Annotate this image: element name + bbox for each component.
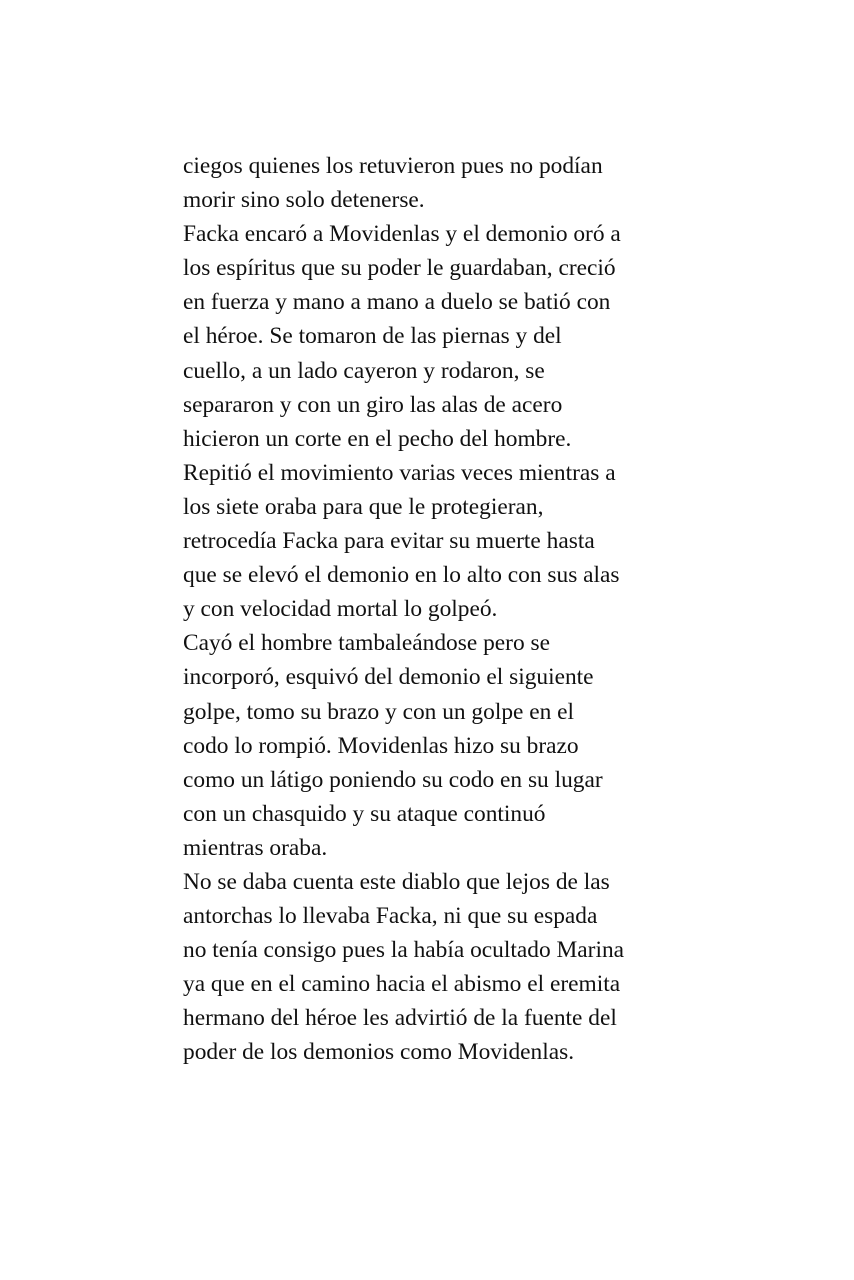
body-text	[183, 149, 683, 1070]
text-line: el héroe. Se tomaron de las piernas y del	[183, 323, 562, 350]
text-line: golpe, tomo su brazo y con un golpe en el	[183, 698, 575, 725]
text-line: y con velocidad mortal lo golpeó.	[183, 596, 498, 623]
text-line: incorporó, esquivó del demonio el siguiente	[183, 664, 594, 691]
text-line: ya que en el camino hacia el abismo el eremita	[183, 971, 621, 998]
text-line: separaron y con un giro las alas de acero	[183, 391, 563, 418]
text-line: hermano del héroe les advirtió de la fuente del	[183, 1005, 617, 1032]
text-line: los siete oraba para que le protegieran,	[183, 493, 544, 520]
text-line: ciegos quienes los retuvieron pues no podían	[183, 153, 603, 179]
text-line: morir sino solo detenerse.	[183, 187, 425, 214]
text-line: como un látigo poniendo su codo en su lugar	[183, 766, 603, 793]
text-line: No se daba cuenta este diablo que lejos de las	[183, 868, 610, 895]
text-line: antorchas lo llevaba Facka, ni que su espada	[183, 903, 598, 930]
text-line: los espíritus que su poder le guardaban, creció	[183, 255, 616, 282]
text-line: Facka encaró a Movidenlas y el demonio oró a	[183, 221, 621, 248]
text-line: codo lo rompió. Movidenlas hizo su brazo	[183, 732, 579, 759]
text-line: Repitió el movimiento varias veces mientras a	[183, 459, 616, 486]
text-line: poder de los demonios como Movidenlas.	[183, 1039, 575, 1066]
text-line: hicieron un corte en el pecho del hombre.	[183, 425, 572, 452]
text-line: mientras oraba.	[183, 834, 328, 861]
text-line: que se elevó el demonio en lo alto con sus alas	[183, 562, 620, 589]
text-line: no tenía consigo pues la había ocultado Marina	[183, 937, 625, 964]
text-line: en fuerza y mano a mano a duelo se batió con	[183, 289, 611, 316]
text-line: Cayó el hombre tambaleándose pero se	[183, 630, 550, 657]
text-line: cuello, a un lado cayeron y rodaron, se	[183, 357, 545, 384]
text-line: con un chasquido y su ataque continuó	[183, 800, 546, 827]
text-line: retrocedía Facka para evitar su muerte hasta	[183, 528, 595, 555]
